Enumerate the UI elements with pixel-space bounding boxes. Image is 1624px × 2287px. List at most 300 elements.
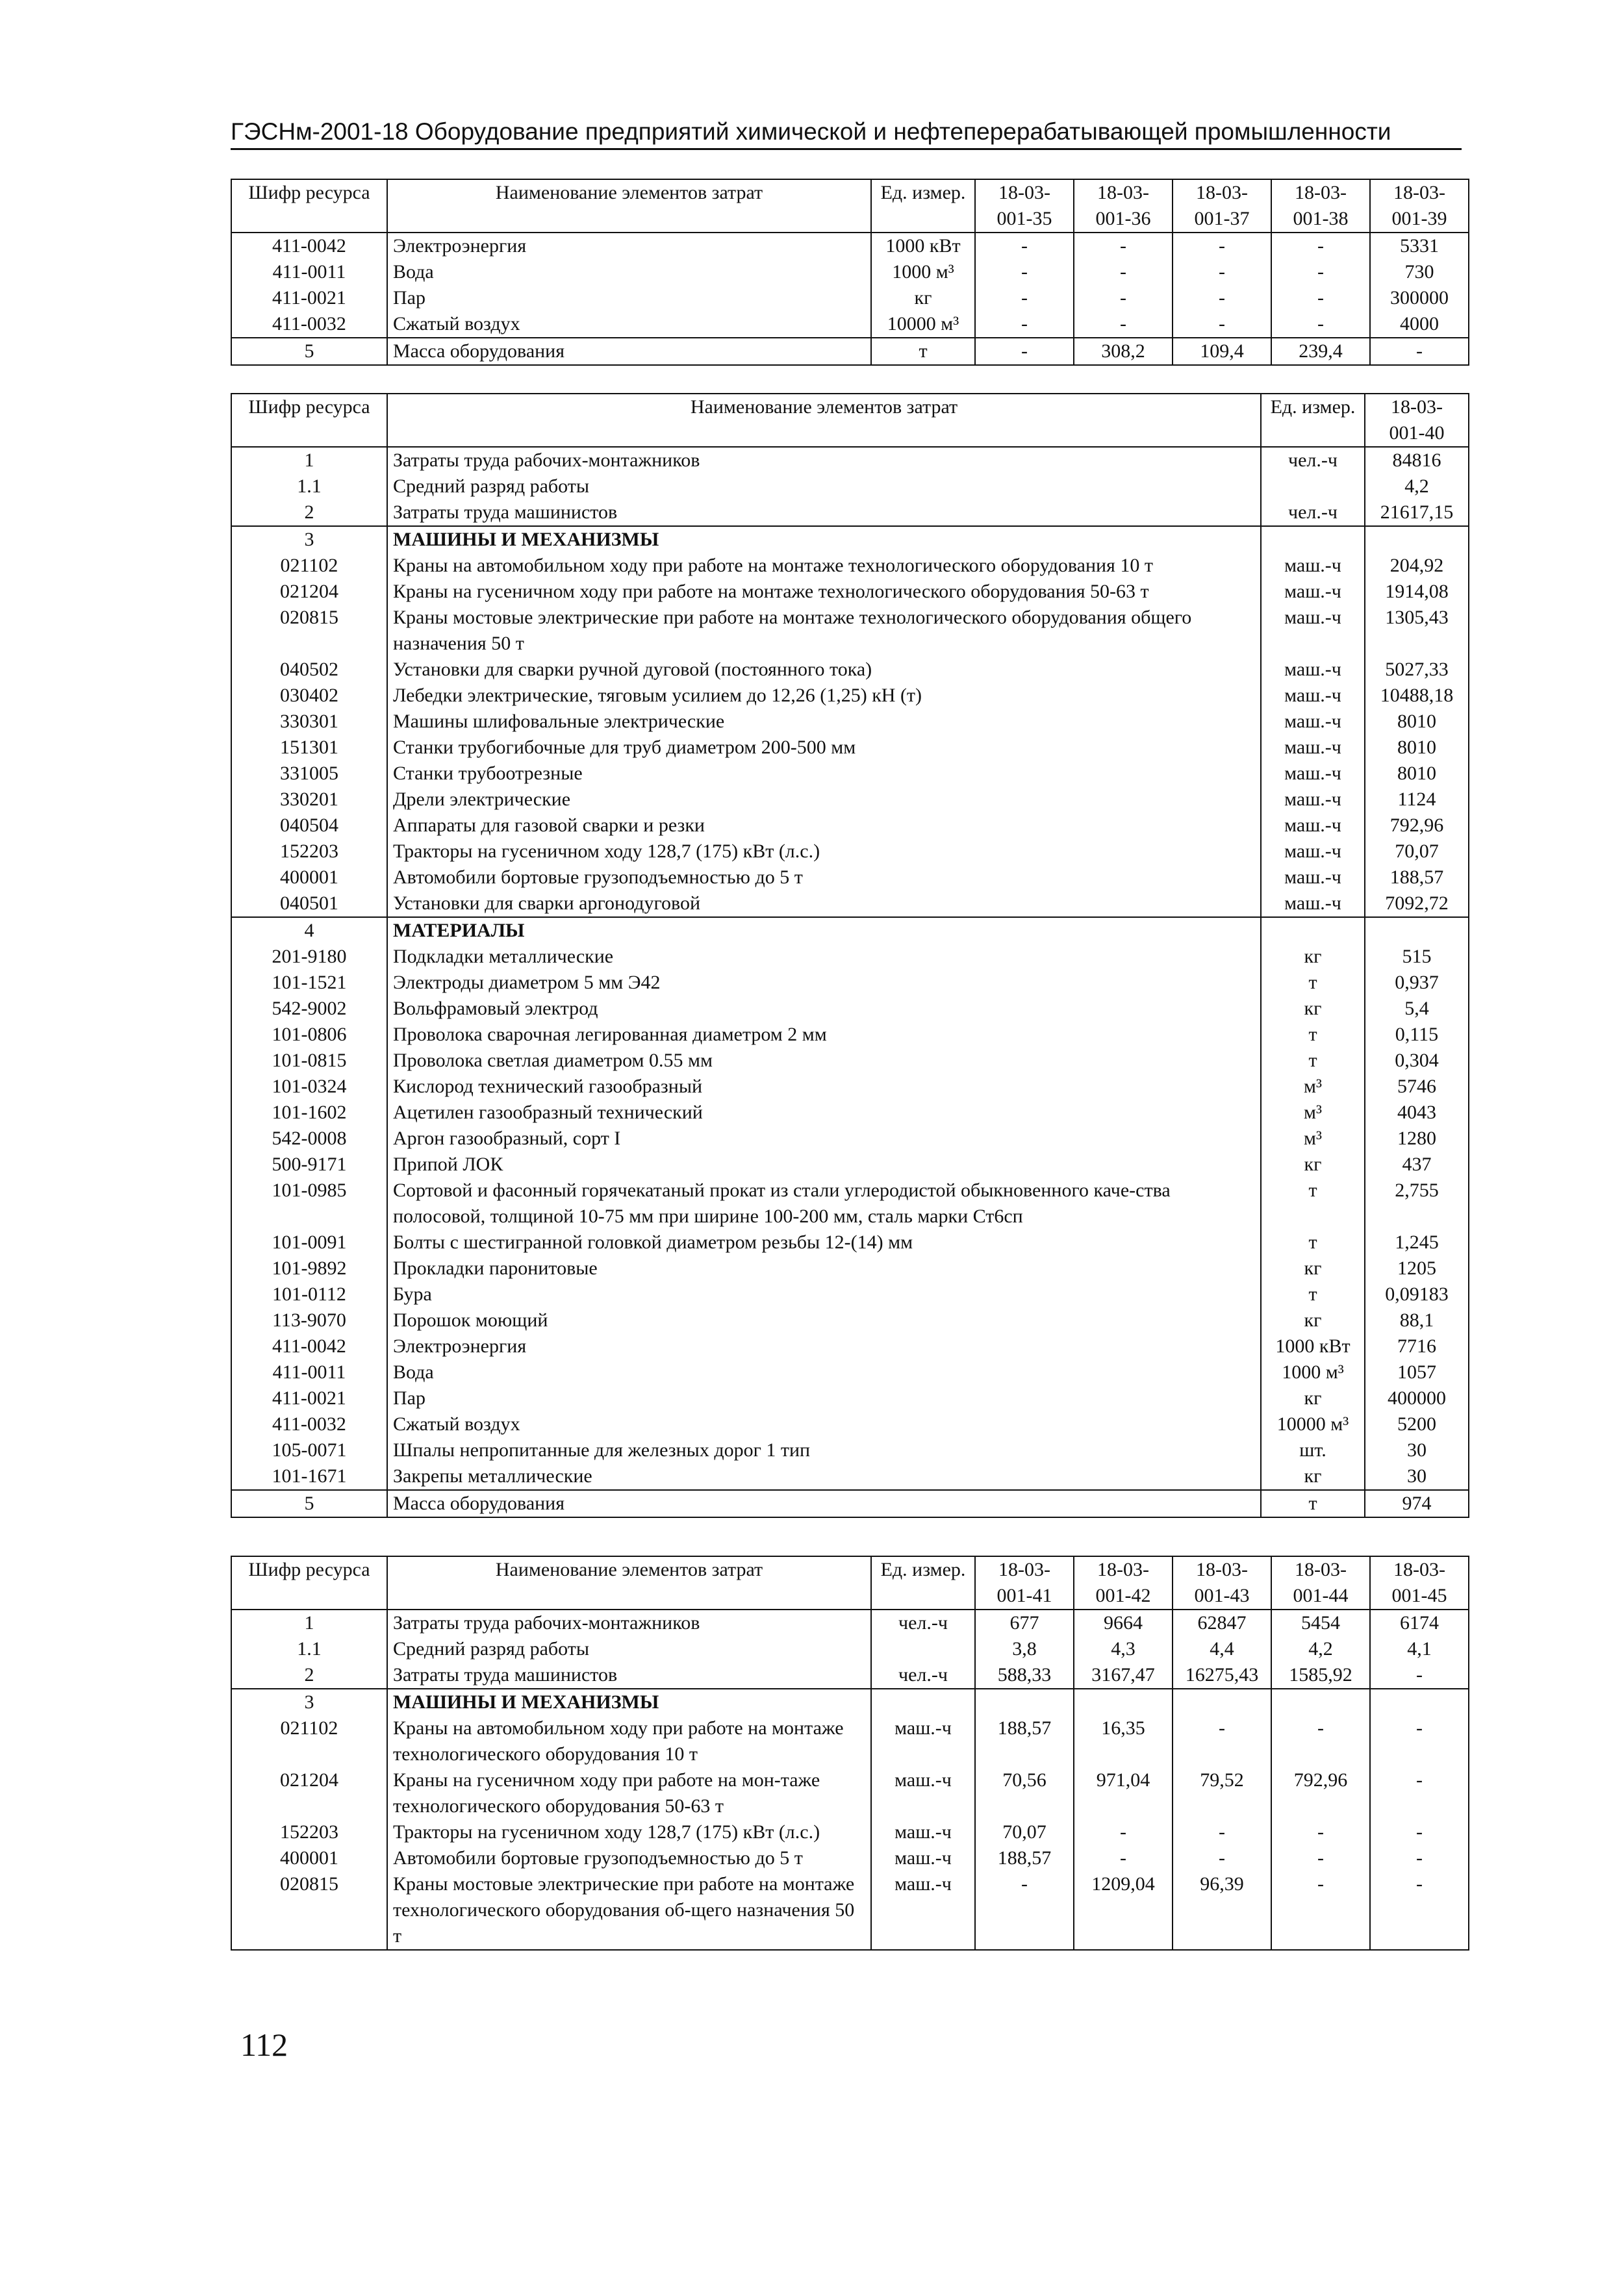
table-row <box>231 735 1469 761</box>
norm-value: - <box>1370 1767 1469 1819</box>
table-row <box>231 1074 1469 1100</box>
table-row <box>231 233 1469 259</box>
norm-value: - <box>975 233 1074 259</box>
norm-value: - <box>1370 338 1469 365</box>
cost-element-name: Станки трубоотрезные <box>387 761 1261 787</box>
unit-of-measure: т <box>1261 1178 1365 1230</box>
cost-element-name: Затраты труда рабочих-монтажников <box>387 1610 871 1636</box>
column-header-name: Наименование элементов затрат <box>387 1556 871 1610</box>
norm-value: 88,1 <box>1365 1308 1469 1333</box>
unit-of-measure: маш.-ч <box>1261 735 1365 761</box>
cost-element-name: Закрепы металлические <box>387 1463 1261 1490</box>
cost-element-name: Прокладки паронитовые <box>387 1256 1261 1282</box>
resource-code: 101-1671 <box>231 1463 387 1490</box>
table-row <box>231 1463 1469 1490</box>
cost-element-name: Краны на гусеничном ходу при работе на мон-таже технологического оборудования 50-63 т <box>387 1767 871 1819</box>
norm-value: - <box>1370 1819 1469 1845</box>
resource-code: 330201 <box>231 787 387 813</box>
unit-of-measure: 1000 кВт <box>1261 1333 1365 1359</box>
resource-code: 500-9171 <box>231 1152 387 1178</box>
norm-value: 70,07 <box>975 1819 1074 1845</box>
norm-value: 16275,43 <box>1173 1662 1271 1689</box>
unit-of-measure <box>1261 526 1365 553</box>
norm-value: 1585,92 <box>1271 1662 1370 1689</box>
norm-value: 204,92 <box>1365 553 1469 579</box>
norm-value: 300000 <box>1370 285 1469 311</box>
norm-value: 188,57 <box>975 1715 1074 1767</box>
unit-of-measure: маш.-ч <box>871 1715 975 1767</box>
resource-code: 040502 <box>231 657 387 683</box>
norm-value: 4,1 <box>1370 1636 1469 1662</box>
table-row <box>231 1282 1469 1308</box>
resource-code: 030402 <box>231 683 387 709</box>
resource-code: 542-0008 <box>231 1126 387 1152</box>
resource-code: 330301 <box>231 709 387 735</box>
table-row <box>231 1767 1469 1819</box>
cost-element-name: Проволока светлая диаметром 0.55 мм <box>387 1048 1261 1074</box>
cost-element-name: Сортовой и фасонный горячекатаный прокат из стали углеродистой обыкновенного каче-ства полосовой, толщиной 10-75 мм при ширине 100-200 мм, сталь марки Ст6сп <box>387 1178 1261 1230</box>
resource-code: 2 <box>231 1662 387 1689</box>
norm-value: 588,33 <box>975 1662 1074 1689</box>
resource-code: 152203 <box>231 1819 387 1845</box>
norm-value: 400000 <box>1365 1385 1469 1411</box>
table-row <box>231 1610 1469 1636</box>
cost-element-name: Вода <box>387 1359 1261 1385</box>
table-row <box>231 1152 1469 1178</box>
column-header-norm: 18-03- 001-40 <box>1365 394 1469 447</box>
resource-code: 411-0011 <box>231 1359 387 1385</box>
cost-element-name: МАШИНЫ И МЕХАНИЗМЫ <box>387 526 1261 553</box>
unit-of-measure: маш.-ч <box>871 1819 975 1845</box>
column-header-norm: 18-03- 001-36 <box>1074 179 1173 233</box>
cost-element-name: Ацетилен газообразный технический <box>387 1100 1261 1126</box>
table-row <box>231 1819 1469 1845</box>
unit-of-measure: 10000 м³ <box>1261 1411 1365 1437</box>
table-row <box>231 1437 1469 1463</box>
norm-value: 30 <box>1365 1437 1469 1463</box>
norm-value: - <box>1271 311 1370 338</box>
norm-value: - <box>1173 259 1271 285</box>
unit-of-measure: 10000 м³ <box>871 311 975 338</box>
norm-value: - <box>1074 1845 1173 1871</box>
cost-element-name: Краны мостовые электрические при работе на монтаже технологического оборудования общего назначения 50 т <box>387 605 1261 657</box>
norm-value: - <box>1271 285 1370 311</box>
norm-value <box>1365 526 1469 553</box>
resource-code: 1 <box>231 1610 387 1636</box>
cost-element-name: Пар <box>387 1385 1261 1411</box>
norm-value: 1057 <box>1365 1359 1469 1385</box>
resource-code: 3 <box>231 1689 387 1715</box>
norm-value: - <box>1271 1819 1370 1845</box>
table-row <box>231 579 1469 605</box>
resource-code: 021204 <box>231 1767 387 1819</box>
resource-code: 101-1602 <box>231 1100 387 1126</box>
column-header-unit: Ед. измер. <box>871 1556 975 1610</box>
resource-code: 331005 <box>231 761 387 787</box>
norm-value: 1914,08 <box>1365 579 1469 605</box>
resource-code: 411-0021 <box>231 285 387 311</box>
norm-value: 0,937 <box>1365 970 1469 996</box>
cost-element-name: Дрели электрические <box>387 787 1261 813</box>
table-row <box>231 1715 1469 1767</box>
norm-value: - <box>975 285 1074 311</box>
resource-code: 400001 <box>231 865 387 891</box>
resource-code: 5 <box>231 1490 387 1517</box>
norm-value: 4,3 <box>1074 1636 1173 1662</box>
unit-of-measure: т <box>1261 1282 1365 1308</box>
cost-element-name: Тракторы на гусеничном ходу 128,7 (175) кВт (л.с.) <box>387 1819 871 1845</box>
resource-code: 411-0032 <box>231 311 387 338</box>
cost-element-name: Средний разряд работы <box>387 474 1261 499</box>
cost-element-name: Масса оборудования <box>387 1490 1261 1517</box>
cost-element-name: Краны на автомобильном ходу при работе на монтаже технологического оборудования 10 т <box>387 553 1261 579</box>
resource-code: 113-9070 <box>231 1308 387 1333</box>
norm-value: - <box>975 1871 1074 1950</box>
table-row <box>231 1178 1469 1230</box>
norm-value: 5,4 <box>1365 996 1469 1022</box>
norm-value <box>1271 1689 1370 1715</box>
table-row <box>231 1022 1469 1048</box>
resource-code: 040504 <box>231 813 387 839</box>
norm-value: - <box>1271 233 1370 259</box>
resource-table-35-39 <box>231 179 1469 366</box>
unit-of-measure: т <box>1261 1230 1365 1256</box>
unit-of-measure: маш.-ч <box>1261 579 1365 605</box>
norm-value: - <box>1074 311 1173 338</box>
table-row <box>231 447 1469 474</box>
cost-element-name: Затраты труда машинистов <box>387 499 1261 526</box>
resource-code: 101-1521 <box>231 970 387 996</box>
unit-of-measure: маш.-ч <box>1261 891 1365 917</box>
column-header-code: Шифр ресурса <box>231 179 387 233</box>
cost-element-name: Проволока сварочная легированная диаметром 2 мм <box>387 1022 1261 1048</box>
table-row <box>231 709 1469 735</box>
norm-value: 1305,43 <box>1365 605 1469 657</box>
norm-value: - <box>1173 233 1271 259</box>
resource-code: 021102 <box>231 553 387 579</box>
column-header-unit: Ед. измер. <box>871 179 975 233</box>
unit-of-measure: маш.-ч <box>871 1767 975 1819</box>
unit-of-measure: маш.-ч <box>871 1871 975 1950</box>
resource-code: 040501 <box>231 891 387 917</box>
unit-of-measure: маш.-ч <box>1261 605 1365 657</box>
norm-value: 70,56 <box>975 1767 1074 1819</box>
cost-element-name: Болты с шестигранной головкой диаметром резьбы 12-(14) мм <box>387 1230 1261 1256</box>
norm-value: 0,115 <box>1365 1022 1469 1048</box>
unit-of-measure: т <box>1261 1490 1365 1517</box>
norm-value <box>1370 1689 1469 1715</box>
table-row <box>231 526 1469 553</box>
norm-value: - <box>1074 1819 1173 1845</box>
table-row <box>231 311 1469 338</box>
norm-value: 188,57 <box>1365 865 1469 891</box>
cost-element-name: Автомобили бортовые грузоподъемностью до 5 т <box>387 1845 871 1871</box>
unit-of-measure: маш.-ч <box>1261 709 1365 735</box>
table-row <box>231 1308 1469 1333</box>
table-row <box>231 839 1469 865</box>
unit-of-measure: м³ <box>1261 1100 1365 1126</box>
table-row <box>231 787 1469 813</box>
unit-of-measure: кг <box>1261 1385 1365 1411</box>
norm-value: - <box>1173 311 1271 338</box>
cost-element-name: Припой ЛОК <box>387 1152 1261 1178</box>
cost-element-name: Средний разряд работы <box>387 1636 871 1662</box>
unit-of-measure: чел.-ч <box>1261 447 1365 474</box>
resource-code: 2 <box>231 499 387 526</box>
norm-value: - <box>1074 259 1173 285</box>
resource-code: 021204 <box>231 579 387 605</box>
table-row <box>231 553 1469 579</box>
resource-code: 411-0032 <box>231 1411 387 1437</box>
unit-of-measure: чел.-ч <box>1261 499 1365 526</box>
table-row <box>231 1636 1469 1662</box>
unit-of-measure: т <box>1261 1048 1365 1074</box>
table-row <box>231 683 1469 709</box>
resource-code: 5 <box>231 338 387 365</box>
table-row <box>231 761 1469 787</box>
cost-element-name: Аргон газообразный, сорт I <box>387 1126 1261 1152</box>
cost-element-name: Краны на автомобильном ходу при работе на монтаже технологического оборудования 10 т <box>387 1715 871 1767</box>
unit-of-measure <box>1261 917 1365 944</box>
table-row <box>231 1230 1469 1256</box>
norm-value <box>1365 917 1469 944</box>
norm-value: 9664 <box>1074 1610 1173 1636</box>
table-row <box>231 813 1469 839</box>
resource-code: 411-0042 <box>231 1333 387 1359</box>
column-header-norm: 18-03- 001-43 <box>1173 1556 1271 1610</box>
column-header-norm: 18-03- 001-42 <box>1074 1556 1173 1610</box>
cost-element-name: Порошок моющий <box>387 1308 1261 1333</box>
unit-of-measure: маш.-ч <box>1261 553 1365 579</box>
resource-code: 3 <box>231 526 387 553</box>
unit-of-measure: маш.-ч <box>1261 683 1365 709</box>
unit-of-measure: 1000 м³ <box>1261 1359 1365 1385</box>
table-row <box>231 996 1469 1022</box>
norm-value: 4,2 <box>1271 1636 1370 1662</box>
unit-of-measure: 1000 кВт <box>871 233 975 259</box>
table-row <box>231 1490 1469 1517</box>
table-row <box>231 917 1469 944</box>
norm-value: 16,35 <box>1074 1715 1173 1767</box>
norm-value: 4,4 <box>1173 1636 1271 1662</box>
resource-code: 101-0985 <box>231 1178 387 1230</box>
norm-value: 1209,04 <box>1074 1871 1173 1950</box>
norm-value: 7716 <box>1365 1333 1469 1359</box>
table-row <box>231 259 1469 285</box>
norm-value: 792,96 <box>1271 1767 1370 1819</box>
resource-code: 201-9180 <box>231 944 387 970</box>
resource-code: 411-0011 <box>231 259 387 285</box>
table-row <box>231 1256 1469 1282</box>
column-header-norm: 18-03- 001-44 <box>1271 1556 1370 1610</box>
resource-code: 1 <box>231 447 387 474</box>
table-row <box>231 285 1469 311</box>
norm-value: 3,8 <box>975 1636 1074 1662</box>
table-row <box>231 1871 1469 1950</box>
unit-of-measure: маш.-ч <box>1261 761 1365 787</box>
norm-value: 437 <box>1365 1152 1469 1178</box>
norm-value: - <box>1271 259 1370 285</box>
norm-value: 188,57 <box>975 1845 1074 1871</box>
norm-value: 6174 <box>1370 1610 1469 1636</box>
table-row <box>231 944 1469 970</box>
norm-value: - <box>1370 1662 1469 1689</box>
unit-of-measure: чел.-ч <box>871 1610 975 1636</box>
resource-code: 021102 <box>231 1715 387 1767</box>
norm-value: 1,245 <box>1365 1230 1469 1256</box>
table-row <box>231 338 1469 365</box>
table-row <box>231 1385 1469 1411</box>
resource-code: 105-0071 <box>231 1437 387 1463</box>
column-header-norm: 18-03- 001-41 <box>975 1556 1074 1610</box>
resource-code: 1.1 <box>231 1636 387 1662</box>
unit-of-measure: кг <box>1261 996 1365 1022</box>
unit-of-measure <box>871 1689 975 1715</box>
unit-of-measure: маш.-ч <box>1261 839 1365 865</box>
cost-element-name: Вольфрамовый электрод <box>387 996 1261 1022</box>
unit-of-measure: маш.-ч <box>871 1845 975 1871</box>
resource-code: 411-0042 <box>231 233 387 259</box>
column-header-norm: 18-03- 001-39 <box>1370 179 1469 233</box>
norm-value: - <box>1271 1715 1370 1767</box>
cost-element-name: Электроэнергия <box>387 233 871 259</box>
norm-value: 1205 <box>1365 1256 1469 1282</box>
table-row <box>231 1126 1469 1152</box>
table-row <box>231 474 1469 499</box>
unit-of-measure: шт. <box>1261 1437 1365 1463</box>
resource-code: 101-0815 <box>231 1048 387 1074</box>
column-header-name: Наименование элементов затрат <box>387 394 1261 447</box>
resource-code: 411-0021 <box>231 1385 387 1411</box>
norm-value: 4000 <box>1370 311 1469 338</box>
resource-code: 101-9892 <box>231 1256 387 1282</box>
resource-code: 152203 <box>231 839 387 865</box>
norm-value <box>1074 1689 1173 1715</box>
unit-of-measure: кг <box>1261 1463 1365 1490</box>
norm-value: 70,07 <box>1365 839 1469 865</box>
norm-value: 4,2 <box>1365 474 1469 499</box>
cost-element-name: Бура <box>387 1282 1261 1308</box>
norm-value: 4043 <box>1365 1100 1469 1126</box>
norm-value <box>1173 1689 1271 1715</box>
unit-of-measure: кг <box>871 285 975 311</box>
table-row <box>231 1100 1469 1126</box>
unit-of-measure: маш.-ч <box>1261 865 1365 891</box>
norm-value: - <box>1370 1845 1469 1871</box>
resource-code: 101-0091 <box>231 1230 387 1256</box>
norm-value: 109,4 <box>1173 338 1271 365</box>
norm-value: 84816 <box>1365 447 1469 474</box>
table-row <box>231 1411 1469 1437</box>
norm-value: - <box>1173 1845 1271 1871</box>
norm-value: 974 <box>1365 1490 1469 1517</box>
norm-value: 515 <box>1365 944 1469 970</box>
norm-value: 239,4 <box>1271 338 1370 365</box>
column-header-norm: 18-03- 001-45 <box>1370 1556 1469 1610</box>
cost-element-name: Шпалы непропитанные для железных дорог 1 тип <box>387 1437 1261 1463</box>
table-row <box>231 605 1469 657</box>
unit-of-measure: маш.-ч <box>1261 787 1365 813</box>
cost-element-name: Краны мостовые электрические при работе на монтаже технологического оборудования об-щего назначения 50 т <box>387 1871 871 1950</box>
norm-value: 8010 <box>1365 761 1469 787</box>
resource-code: 101-0324 <box>231 1074 387 1100</box>
norm-value: - <box>1271 1845 1370 1871</box>
cost-element-name: Пар <box>387 285 871 311</box>
table-row <box>231 1662 1469 1689</box>
norm-value: 0,304 <box>1365 1048 1469 1074</box>
cost-element-name: Сжатый воздух <box>387 311 871 338</box>
resource-code: 020815 <box>231 605 387 657</box>
norm-value: - <box>975 259 1074 285</box>
unit-of-measure: 1000 м³ <box>871 259 975 285</box>
cost-element-name: Электроды диаметром 5 мм Э42 <box>387 970 1261 996</box>
cost-element-name: Машины шлифовальные электрические <box>387 709 1261 735</box>
cost-element-name: Затраты труда рабочих-монтажников <box>387 447 1261 474</box>
norm-value: 2,755 <box>1365 1178 1469 1230</box>
resource-code: 020815 <box>231 1871 387 1950</box>
cost-element-name: Установки для сварки аргонодуговой <box>387 891 1261 917</box>
unit-of-measure: кг <box>1261 944 1365 970</box>
cost-element-name: Сжатый воздух <box>387 1411 1261 1437</box>
cost-element-name: Лебедки электрические, тяговым усилием до 12,26 (1,25) кН (т) <box>387 683 1261 709</box>
unit-of-measure: чел.-ч <box>871 1662 975 1689</box>
norm-value: - <box>1173 285 1271 311</box>
unit-of-measure: маш.-ч <box>1261 657 1365 683</box>
table-row <box>231 499 1469 526</box>
column-header-code: Шифр ресурса <box>231 394 387 447</box>
norm-value: 677 <box>975 1610 1074 1636</box>
norm-value: 792,96 <box>1365 813 1469 839</box>
cost-element-name: Тракторы на гусеничном ходу 128,7 (175) кВт (л.с.) <box>387 839 1261 865</box>
cost-element-name: Масса оборудования <box>387 338 871 365</box>
table-row <box>231 865 1469 891</box>
cost-element-name: МАШИНЫ И МЕХАНИЗМЫ <box>387 1689 871 1715</box>
norm-value: 10488,18 <box>1365 683 1469 709</box>
table-row <box>231 970 1469 996</box>
cost-element-name: Подкладки металлические <box>387 944 1261 970</box>
cost-element-name: Станки трубогибочные для труб диаметром 200-500 мм <box>387 735 1261 761</box>
norm-value: 62847 <box>1173 1610 1271 1636</box>
column-header-norm: 18-03- 001-38 <box>1271 179 1370 233</box>
norm-value: 8010 <box>1365 709 1469 735</box>
unit-of-measure: кг <box>1261 1308 1365 1333</box>
column-header-unit: Ед. измер. <box>1261 394 1365 447</box>
norm-value: 3167,47 <box>1074 1662 1173 1689</box>
resource-code: 151301 <box>231 735 387 761</box>
norm-value: 21617,15 <box>1365 499 1469 526</box>
cost-element-name: Затраты труда машинистов <box>387 1662 871 1689</box>
norm-value: 7092,72 <box>1365 891 1469 917</box>
norm-value: 8010 <box>1365 735 1469 761</box>
table-row <box>231 891 1469 917</box>
column-header-norm: 18-03- 001-35 <box>975 179 1074 233</box>
page-header: ГЭСНм-2001-18 Оборудование предприятий химической и нефтеперерабатывающей промышленности <box>231 117 1462 150</box>
table-row <box>231 1689 1469 1715</box>
cost-element-name: Вода <box>387 259 871 285</box>
norm-value: 5200 <box>1365 1411 1469 1437</box>
resource-table-41-45 <box>231 1556 1469 1951</box>
norm-value: - <box>1370 1871 1469 1950</box>
norm-value: 5454 <box>1271 1610 1370 1636</box>
norm-value: - <box>1074 285 1173 311</box>
norm-value: - <box>1074 233 1173 259</box>
norm-value: - <box>1173 1819 1271 1845</box>
resource-code: 542-9002 <box>231 996 387 1022</box>
norm-value: 1124 <box>1365 787 1469 813</box>
norm-value: 96,39 <box>1173 1871 1271 1950</box>
header-row <box>231 394 1469 447</box>
norm-value: - <box>1370 1715 1469 1767</box>
